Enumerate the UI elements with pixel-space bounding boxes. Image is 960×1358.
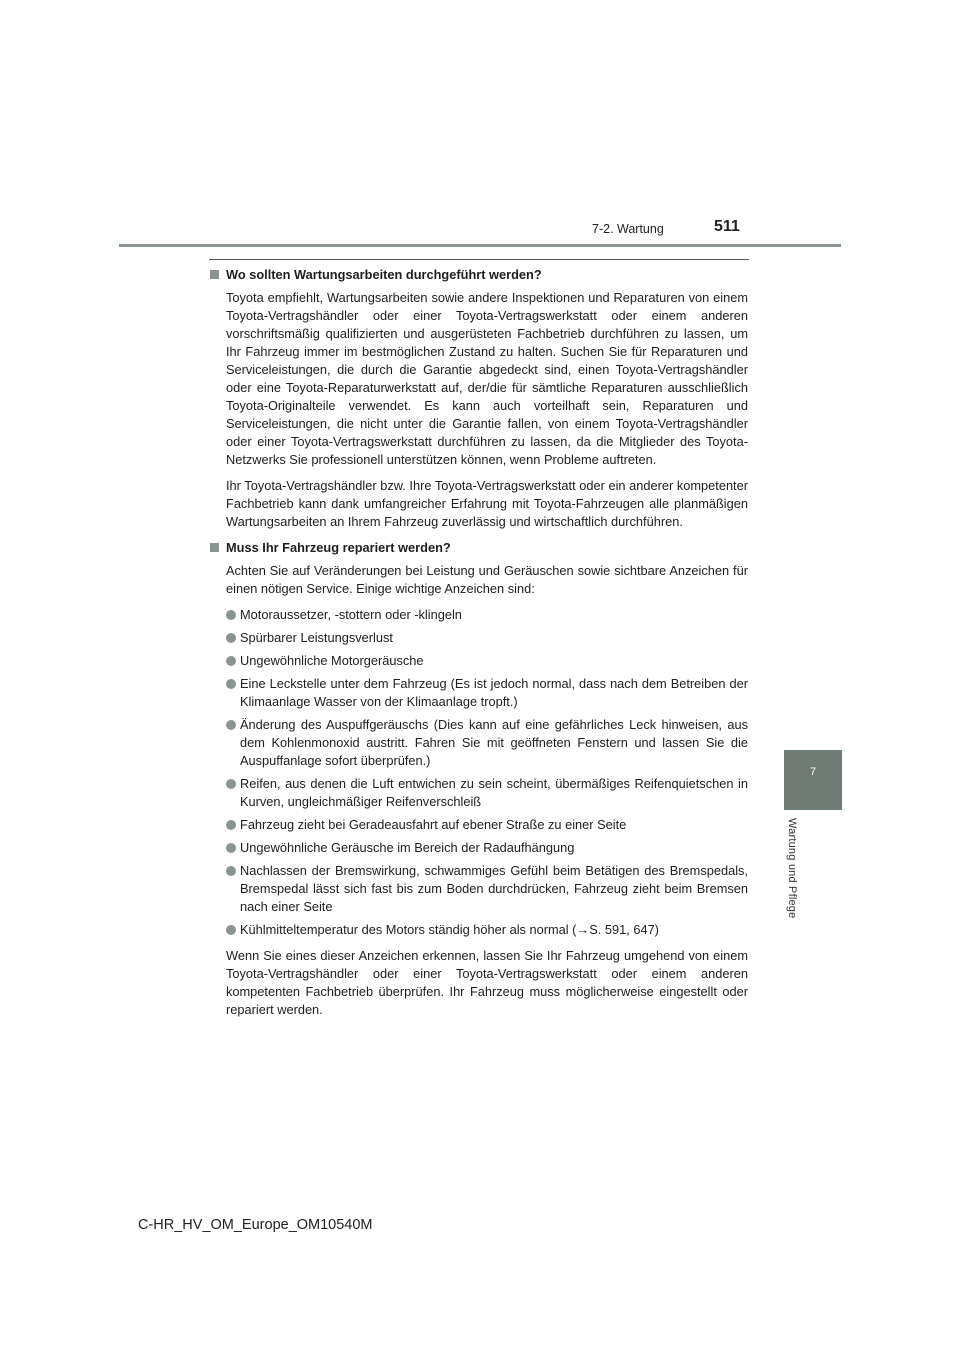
list-item: Eine Leckstelle unter dem Fahrzeug (Es ist jedoch normal, dass nach dem Betreiben der Klimaanlage Wasser von der Klimaanlage tropft.) xyxy=(226,675,748,711)
chapter-number: 7 xyxy=(809,766,817,778)
circle-bullet-icon xyxy=(226,925,236,935)
circle-bullet-icon xyxy=(226,656,236,666)
list-item: Motoraussetzer, -stottern oder -klingeln xyxy=(226,606,748,624)
list-item: Änderung des Auspuffgeräuschs (Dies kann auf eine gefährliches Leck hinweisen, aus dem Kohlenmonoxid austritt. Fahren Sie mit geöffneten Fenstern und lassen Sie die Auspuffanlage sofort überprüfen.) xyxy=(226,716,748,770)
section-heading-text: Wo sollten Wartungsarbeiten durchgeführt werden? xyxy=(226,267,542,282)
section-heading-text: Muss Ihr Fahrzeug repariert werden? xyxy=(226,540,451,555)
header-section-title: 7-2. Wartung xyxy=(592,222,664,236)
paragraph: Wenn Sie eines dieser Anzeichen erkennen, lassen Sie Ihr Fahrzeug umgehend von einem Toyota-Vertragshändler oder einer Toyota-Vertragswerkstatt oder einem anderen kompetenten Fachbetrieb überprüfen. Ihr Fahrzeug muss möglicherweise eingestellt oder repariert werden. xyxy=(226,948,748,1017)
list-item: Nachlassen der Bremswirkung, schwammiges Gefühl beim Betätigen des Bremspedals, Bremspedal lässt sich fast bis zum Boden durchdrücken, Fahrzeug zieht beim Bremsen nach einer Seite xyxy=(226,862,748,916)
list-item: Reifen, aus denen die Luft entwichen zu sein scheint, übermäßiges Reifenquietschen in Kurven, ungleichmäßiger Reifenverschleiß xyxy=(226,775,748,811)
content-divider xyxy=(209,259,749,260)
circle-bullet-icon xyxy=(226,720,236,730)
square-bullet-icon xyxy=(210,270,219,279)
list-item: Spürbarer Leistungsverlust xyxy=(226,629,748,647)
square-bullet-icon xyxy=(210,543,219,552)
paragraph: Toyota empfiehlt, Wartungsarbeiten sowie andere Inspektionen und Reparaturen von einem Toyota-Vertragshändler oder einer Toyota-Vertragswerkstatt oder einem anderen vorschriftsmäßig qualifizierten und ausgerüsteten Fachbetrieb durchführen zu lassen, um Ihr Fahrzeug immer im bestmöglichen Zustand zu halten. Suchen Sie für Reparaturen und Serviceleistungen, die durch die Garantie abgedeckt sind, einen Toyota-Vertragshändler oder eine Toyota-Reparaturwerkstatt auf, der/die für sämtliche Reparaturen ausschließlich Toyota-Originalteile verwendet. Es kann auch vorteilhaft sein, Reparaturen und Serviceleistungen, die nicht unter die Garantie fallen, von einem Toyota-Vertragshändler oder einer Toyota-Vertragswerkstatt durchführen zu lassen, da die Mitglieder des Toyota-Netzwerks Sie professionell unterstützen können, wenn Probleme auftreten. xyxy=(226,290,748,467)
list-item: Ungewöhnliche Motorgeräusche xyxy=(226,652,748,670)
list-item: Fahrzeug zieht bei Geradeausfahrt auf ebener Straße zu einer Seite xyxy=(226,816,748,834)
paragraph: Ihr Toyota-Vertragshändler bzw. Ihre Toyota-Vertragswerkstatt oder ein anderer kompetenter Fachbetrieb kann dank umfangreicher Erfahrung mit Toyota-Fahrzeugen alle planmäßigen Wartungsarbeiten an Ihrem Fahrzeug zuverlässig und wirtschaftlich durchführen. xyxy=(226,478,748,529)
header-divider xyxy=(119,244,841,247)
list-item: Kühlmitteltemperatur des Motors ständig höher als normal (→S. 591, 647) xyxy=(226,921,748,939)
circle-bullet-icon xyxy=(226,610,236,620)
page-number: 511 xyxy=(714,218,740,235)
document-id: C-HR_HV_OM_Europe_OM10540M xyxy=(138,1217,373,1233)
chapter-tab[interactable] xyxy=(784,750,842,810)
circle-bullet-icon xyxy=(226,866,236,876)
circle-bullet-icon xyxy=(226,820,236,830)
symptom-list xyxy=(226,606,748,939)
circle-bullet-icon xyxy=(226,843,236,853)
circle-bullet-icon xyxy=(226,679,236,689)
section-heading xyxy=(210,539,748,557)
paragraph: Achten Sie auf Veränderungen bei Leistung und Geräuschen sowie sichtbare Anzeichen für einen nötigen Service. Einige wichtige Anzeichen sind: xyxy=(226,563,748,596)
circle-bullet-icon xyxy=(226,779,236,789)
circle-bullet-icon xyxy=(226,633,236,643)
section-heading xyxy=(210,266,748,284)
main-content xyxy=(210,266,748,1027)
chapter-label: Wartung und Pflege xyxy=(786,818,798,919)
list-item: Ungewöhnliche Geräusche im Bereich der Radaufhängung xyxy=(226,839,748,857)
